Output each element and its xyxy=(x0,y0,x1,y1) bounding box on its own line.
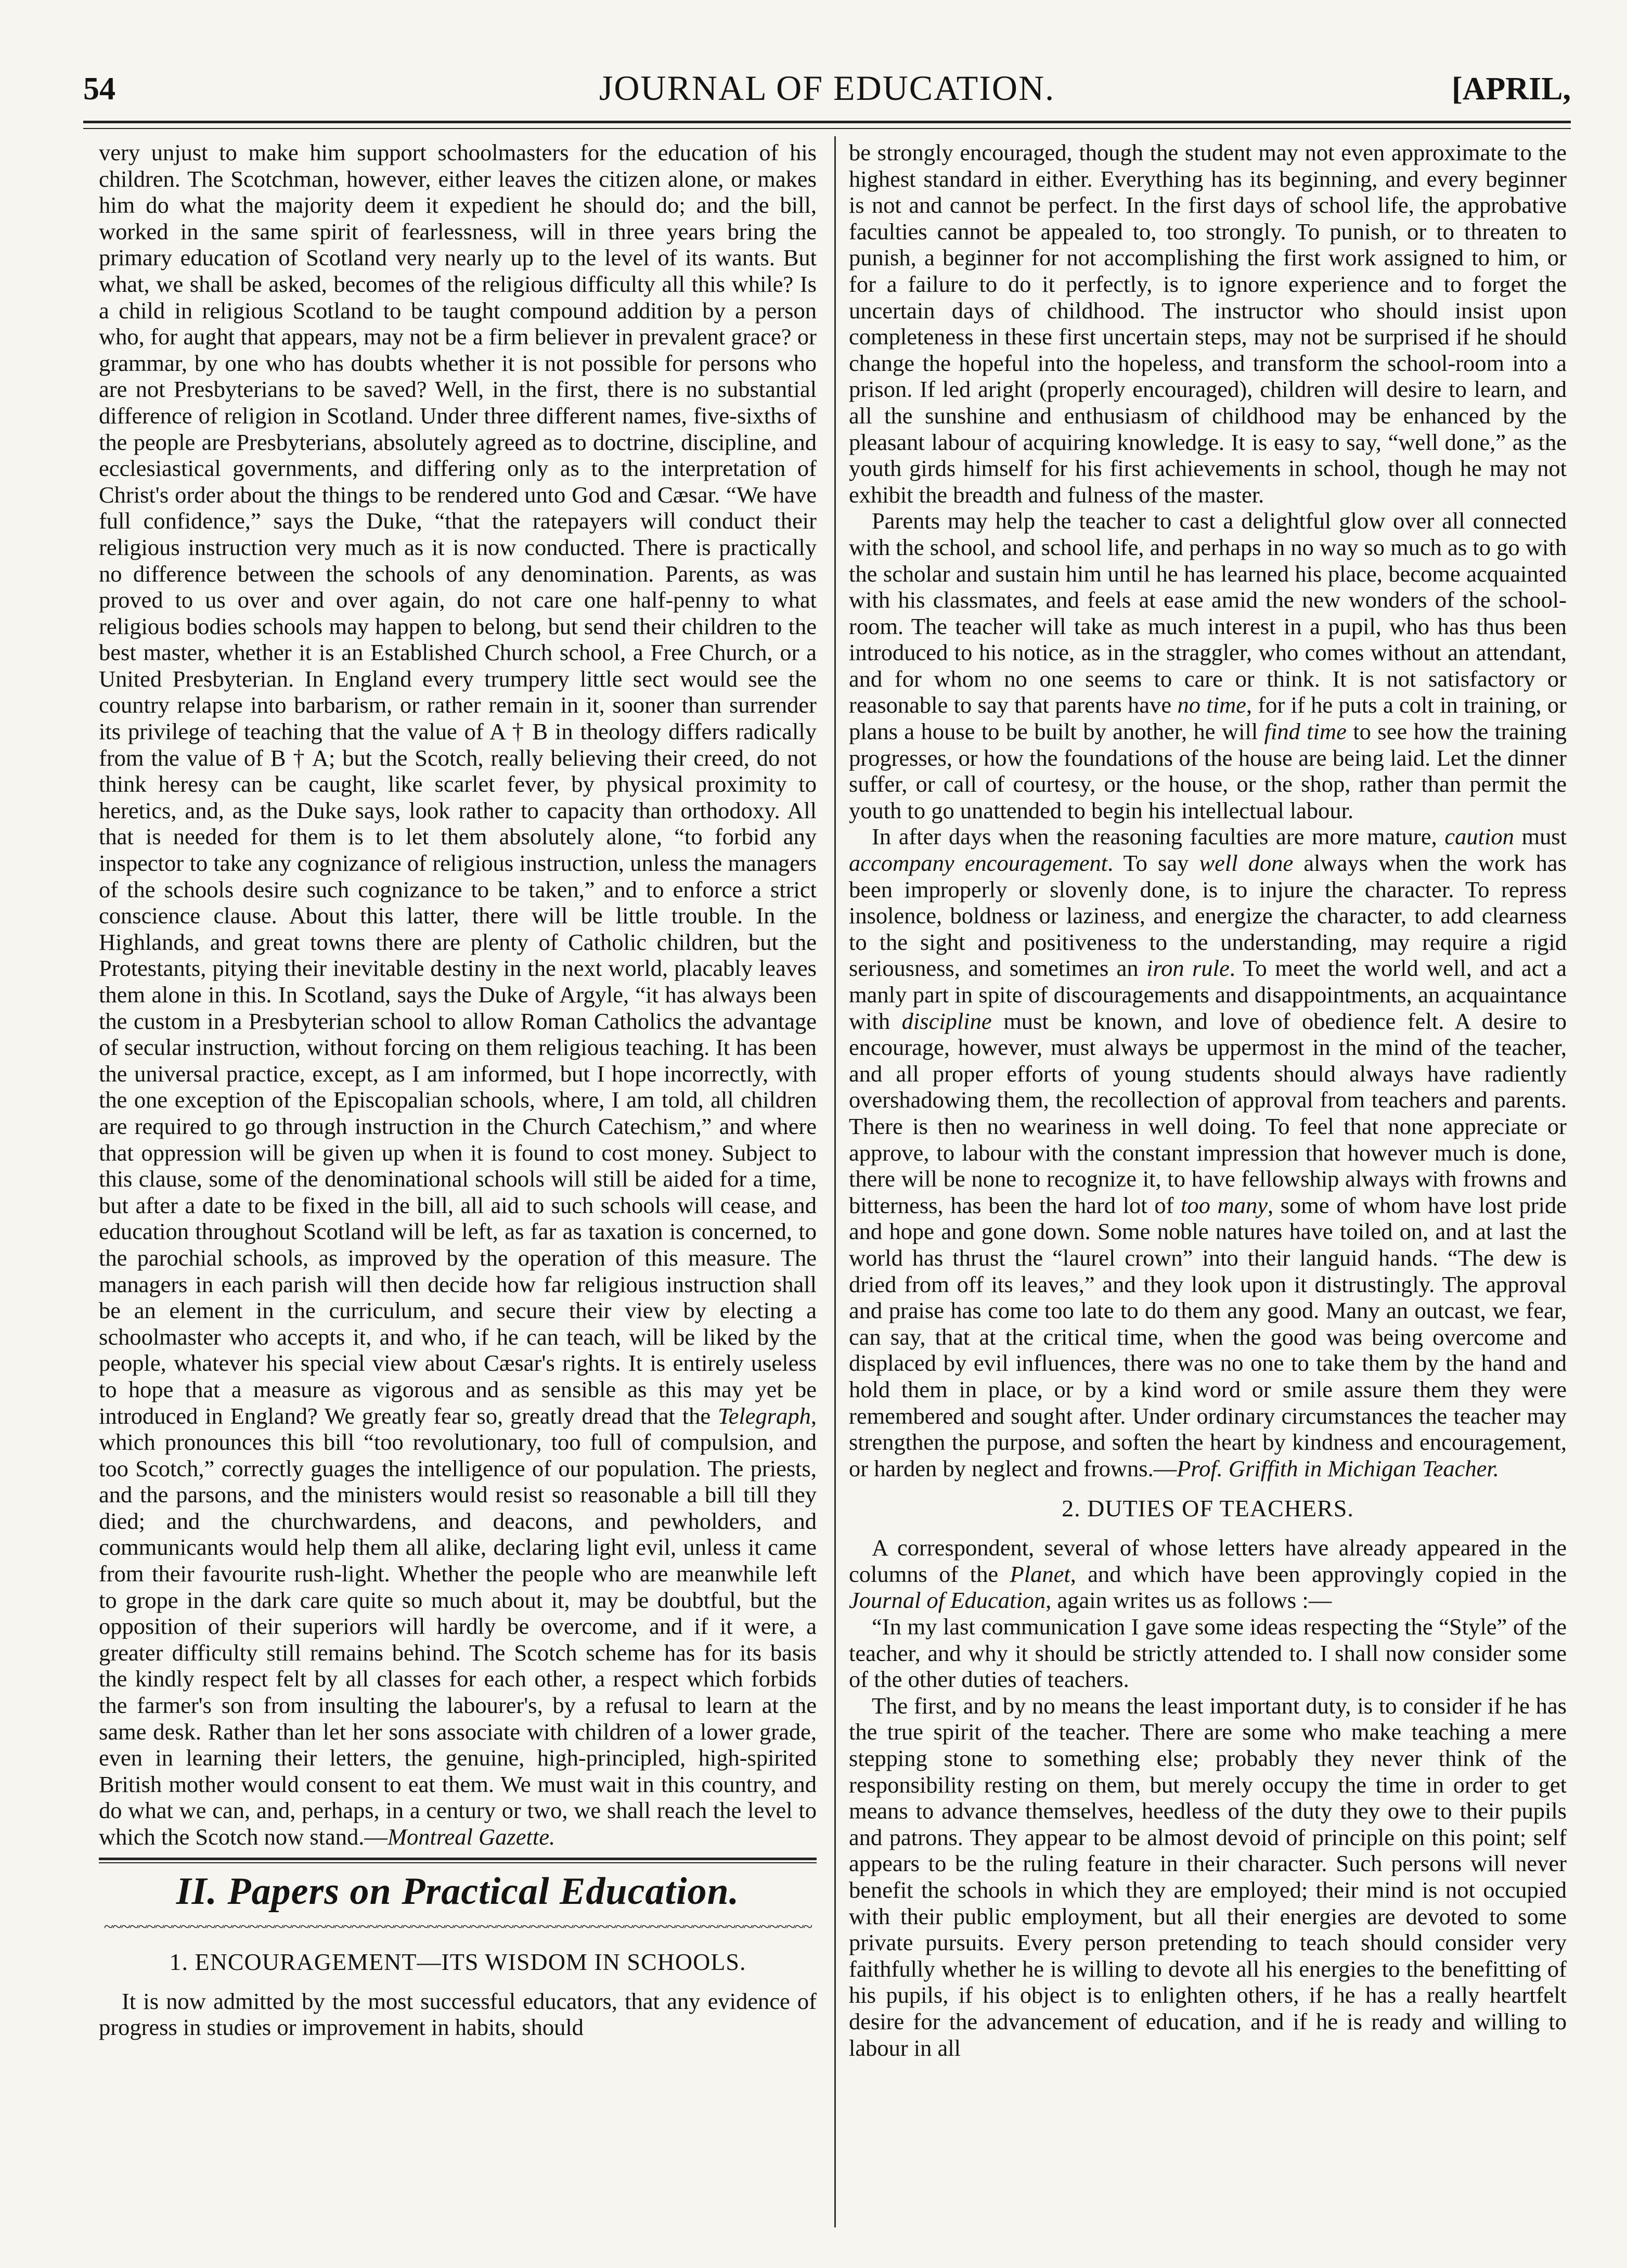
article-paragraph: A correspondent, several of whose letters have already appeared in the columns of the Planet, and which have been approvingly copied in the Journal of Education, again writes us as follows :— xyxy=(849,1535,1567,1614)
subheading-encouragement: 1. ENCOURAGEMENT—ITS WISDOM IN SCHOOLS. xyxy=(169,1948,746,1975)
wavy-divider: ~~~~~~~~~~~~~~~~~~~~~~~~~~~~~~~~~~~~~~~~~~~~~~~~~~~~~~~~~~~~~~~~~~~~~~~~~~~~~~~~~~~ xyxy=(104,1919,812,1935)
article-paragraph: The first, and by no means the least important duty, is to consider if he has the true spirit of the teacher. There are some who make teaching a mere stepping stone to something else; probably they never think of the responsibility resting on them, but merely occupy the time in order to get means to advance themselves, heedless of the duty they owe to their pupils and patrons. They appear to be almost devoid of principle on this point; self appears to be the ruling feature in their character. Such persons will never benefit the schools in which they are employed; their mind is not occupied with their public employment, but all their energies are devoted to some private pursuits. Every person pretending to teach should consider very faithfully whether he is willing to devote all his energies to the benefitting of his pupils, if his object is to enlighten others, if he has a really heartfelt desire for the advancement of education, and if he is ready and willing to labour in all xyxy=(849,1692,1567,2061)
section-heading: II. Papers on Practical Education. xyxy=(176,1870,740,1913)
header-rule-thin xyxy=(83,128,1571,129)
section-rule-thin xyxy=(99,1862,817,1863)
header-month: [APRIL, xyxy=(1451,71,1571,107)
header-rule xyxy=(83,121,1571,123)
article-paragraph: be strongly encouraged, though the student may not even approximate to the highest standard in either. Everything has its beginning, and every beginner is not and cannot be perfect. In the first days of school life, the approbative faculties cannot be appealed to, too strongly. To punish, or to threaten to punish, a beginner for not accomplishing the first work assigned to him, or for a failure to do it perfectly, is to ignore experience and to forget the uncertain days of childhood. The instructor who should insist upon completeness in these first uncertain steps, may not be surprised if he should change the hopeful into the hopeless, and transform the school-room into a prison. If led aright (properly encouraged), children will desire to learn, and all the sunshine and enthusiasm of childhood may be enhanced by the pleasant labour of acquiring knowledge. It is easy to say, “well done,” as the youth girds himself for his first achievements in school, though he may not exhibit the breadth and fulness of the master. xyxy=(849,139,1567,508)
page-header xyxy=(83,68,1571,120)
article-source: Prof. Griffith in Michigan Teacher. xyxy=(1177,1455,1499,1481)
article-paragraph: Parents may help the teacher to cast a delightful glow over all connected with the school, and school life, and perhaps in no way so much as to go with the scholar and sustain him until he has learned his place, become acquainted with his classmates, and feels at ease amid the new wonders of the school-room. The teacher will take as much interest in a pupil, who has thus been introduced to his notice, as in the straggler, who comes without an attendant, and for whom no one seems to care or think. It is not satisfactory or reasonable to say that parents have no time, for if he puts a colt in training, or plans a house to be built by another, he will find time to see how the training progresses, or how the foundations of the house are being laid. Let the dinner suffer, or call of courtesy, or the house, or the shop, rather than permit the youth to go unattended to begin his intellectual labour. xyxy=(849,508,1567,823)
section-rule xyxy=(99,1858,817,1860)
article-paragraph: very unjust to make him support schoolmasters for the education of his children. The Scotchman, however, either leaves the citizen alone, or makes him do what the majority deem it expedient he should do; and the bill, worked in the same spirit of fearlessness, will in three years bring the primary education of Scotland very nearly up to the level of its wants. But what, we shall be asked, becomes of the religious difficulty all this while? Is a child in religious Scotland to be taught compound addition by a person who, for aught that appears, may not be a firm believer in prevalent grace? or grammar, by one who has doubts whether it is not possible for persons who are not Presbyterians to be saved? Well, in the first, there is no substantial difference of religion in Scotland. Under three different names, five-sixths of the people are Presbyterians, absolutely agreed as to doctrine, discipline, and ecclesiastical governments, and differing only as to the interpretation of Christ's order about the things to be rendered unto God and Cæsar. “We have full confidence,” says the Duke, “that the ratepayers will conduct their religious instruction very much as it is now conducted. There is practically no difference between the schools of any denomination. Parents, as was proved to us over and over again, do not care one half-penny to what religious bodies schools may happen to belong, but send their children to the best master, whether it is an Established Church school, a Free Church, or a United Presbyterian. In England every trumpery little sect would see the country relapse into barbarism, or rather remain in it, sooner than surrender its privilege of teaching that the value of A † B in theology differs radically from the value of B † A; but the Scotch, really believing their creed, do not think heresy can be caught, like scarlet fever, by physical proximity to heretics, and, as the Duke says, look rather to capacity than orthodoxy. All that is needed for them is to let them absolutely alone, “to forbid any inspector to take any cognizance of religious instruction, unless the managers of the schools desire such cognizance to be taken,” and to enforce a strict conscience clause. About this latter, there will be little trouble. In the Highlands, and great towns there are plenty of Catholic children, but the Protestants, pitying their inevitable destiny in the next world, placably leaves them alone in this. In Scotland, says the Duke of Argyle, “it has always been the custom in a Presbyterian school to allow Roman Catholics the advantage of secular instruction, without forcing on them religious teaching. It has been the universal practice, except, as I am informed, but I hope incorrectly, with the one exception of the Episcopalian schools, where, I am told, all children are required to go through instruction in the Church Catechism,” and where that oppression will be given up when it is found to cost money. Subject to this clause, some of the denominational schools will still be aided for a time, but after a date to be fixed in the bill, all aid to such schools will cease, and education throughout Scotland will be left, as far as taxation is concerned, to the parochial schools, as improved by the operation of this measure. The managers in each parish will then decide how far religious instruction shall be an element in the curriculum, and secure their view by electing a schoolmaster who accepts it, and who, if he can teach, will be liked by the people, whatever his special view about Cæsar's rights. It is entirely useless to hope that a measure as vigorous and as sensible as this may yet be introduced in England? We greatly fear so, greatly dread that the Telegraph, which pronounces this bill “too revolutionary, too full of compulsion, and too Scotch,” correctly guages the intelligence of our population. The priests, and the parsons, and the ministers would resist so reasonable a bill till they died; and the churchwardens, and deacons, and pewholders, and communicants would help them all alike, declaring light evil, unless it came from their favourite rush-light. Whether the people who are meanwhile left to grope in the dark care quite so much about it, may be doubtful, but the opposition of their superiors will hardly be overcome, and if it were, a greater difficulty still remains behind. The Scotch scheme has for its basis the kindly respect felt by all classes for each other, a respect which forbids the farmer's son from insulting the labourer's, by a refusal to learn at the same desk. Rather than let her sons associate with children of a lower grade, even in learning their letters, the genuine, high-principled, high-spirited British mother would consent to eat them. We must wait in this country, and do what we can, and, perhaps, in a century or two, we shall reach the level to which the Scotch now stand.—Montreal Gazette. xyxy=(99,139,817,1850)
journal-title: JOURNAL OF EDUCATION. xyxy=(599,68,1055,108)
page-number: 54 xyxy=(83,71,115,107)
left-column xyxy=(99,139,817,2041)
column-separator xyxy=(834,136,836,2227)
article-source: Montreal Gazette. xyxy=(387,1824,556,1850)
subheading-duties: 2. DUTIES OF TEACHERS. xyxy=(1062,1495,1354,1522)
article-paragraph: “In my last communication I gave some ideas respecting the “Style” of the teacher, and why it should be strictly attended to. I shall now consider some of the other duties of teachers. xyxy=(849,1614,1567,1693)
article-paragraph: It is now admitted by the most successful educators, that any evidence of progress in studies or improvement in habits, should xyxy=(99,1988,817,2041)
right-column xyxy=(849,139,1567,2061)
article-paragraph: In after days when the reasoning faculties are more mature, caution must accompany encouragement. To say well done always when the work has been improperly or slovenly done, is to injure the character. To repress insolence, boldness or laziness, and energize the character, to add clearness to the sight and positiveness to the understanding, may require a rigid seriousness, and sometimes an iron rule. To meet the world well, and act a manly part in spite of discouragements and disappointments, an acquaintance with discipline must be known, and love of obedience felt. A desire to encourage, however, must always be uppermost in the mind of the teacher, and all proper efforts of young students should always have radiently overshadowing them, the recollection of approval from teachers and parents. There is then no weariness in well doing. To feel that none appreciate or approve, to labour with the constant impression that however much is done, there will be none to recognize it, to have fellowship always with frowns and bitterness, has been the hard lot of too many, some of whom have lost pride and hope and gone down. Some noble natures have toiled on, and at last the world has thrust the “laurel crown” into their languid hands. “The dew is dried from off its leaves,” and they look upon it distrustingly. The approval and praise has come too late to do them any good. Many an outcast, we fear, can say, that at the critical time, when the good was being overcome and displaced by evil influences, there was no one to take them by the hand and hold them in place, or by a kind word or smile assure them they were remembered and sought after. Under ordinary circumstances the teacher may strengthen the purpose, and soften the heart by kindness and encouragement, or harden by neglect and frowns.—Prof. Griffith in Michigan Teacher. xyxy=(849,823,1567,1481)
